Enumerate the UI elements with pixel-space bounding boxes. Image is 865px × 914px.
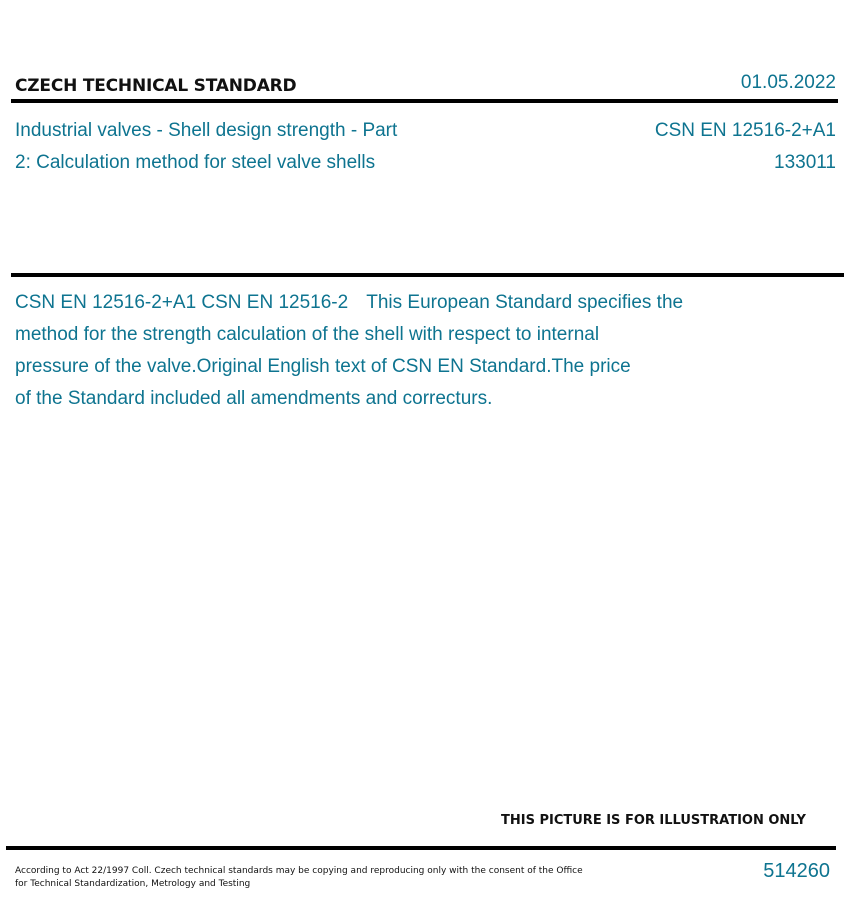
standard-title-line-2: 2: Calculation method for steel valve shells: [15, 152, 376, 173]
standard-code: CSN EN 12516-2+A1: [654, 120, 836, 141]
legal-notice-line-2: for Technical Standardization, Metrology and Testing: [15, 879, 251, 889]
description-line-3: pressure of the valve.Original English text of CSN EN Standard.The price: [15, 356, 631, 377]
legal-notice-line-1: According to Act 22/1997 Coll. Czech technical standards may be copying and reproducing only with the consent of the Office: [15, 866, 583, 876]
description-line-1: [15, 287, 815, 319]
footer-divider: [6, 846, 836, 850]
standard-identifiers: [655, 115, 836, 179]
standard-title-line-1: Industrial valves - Shell design strength - Part: [15, 120, 398, 141]
publication-date: 01.05.2022: [740, 72, 836, 93]
document-number: 514260: [763, 860, 830, 882]
description-text-start: This European Standard specifies the: [366, 292, 684, 313]
legal-notice: [15, 865, 585, 891]
classification-number: 133011: [774, 152, 836, 173]
illustration-note: THIS PICTURE IS FOR ILLUSTRATION ONLY: [501, 813, 806, 828]
standard-title: [15, 115, 485, 179]
description-line-4: of the Standard included all amendments and correcturs.: [15, 388, 493, 409]
standard-description: [15, 287, 815, 415]
description-line-2: method for the strength calculation of the shell with respect to internal: [15, 324, 600, 345]
document-type-label: CZECH TECHNICAL STANDARD: [15, 76, 297, 96]
header-divider: [11, 99, 838, 103]
designations: CSN EN 12516-2+A1 CSN EN 12516-2: [15, 292, 349, 313]
section-divider: [11, 273, 844, 277]
